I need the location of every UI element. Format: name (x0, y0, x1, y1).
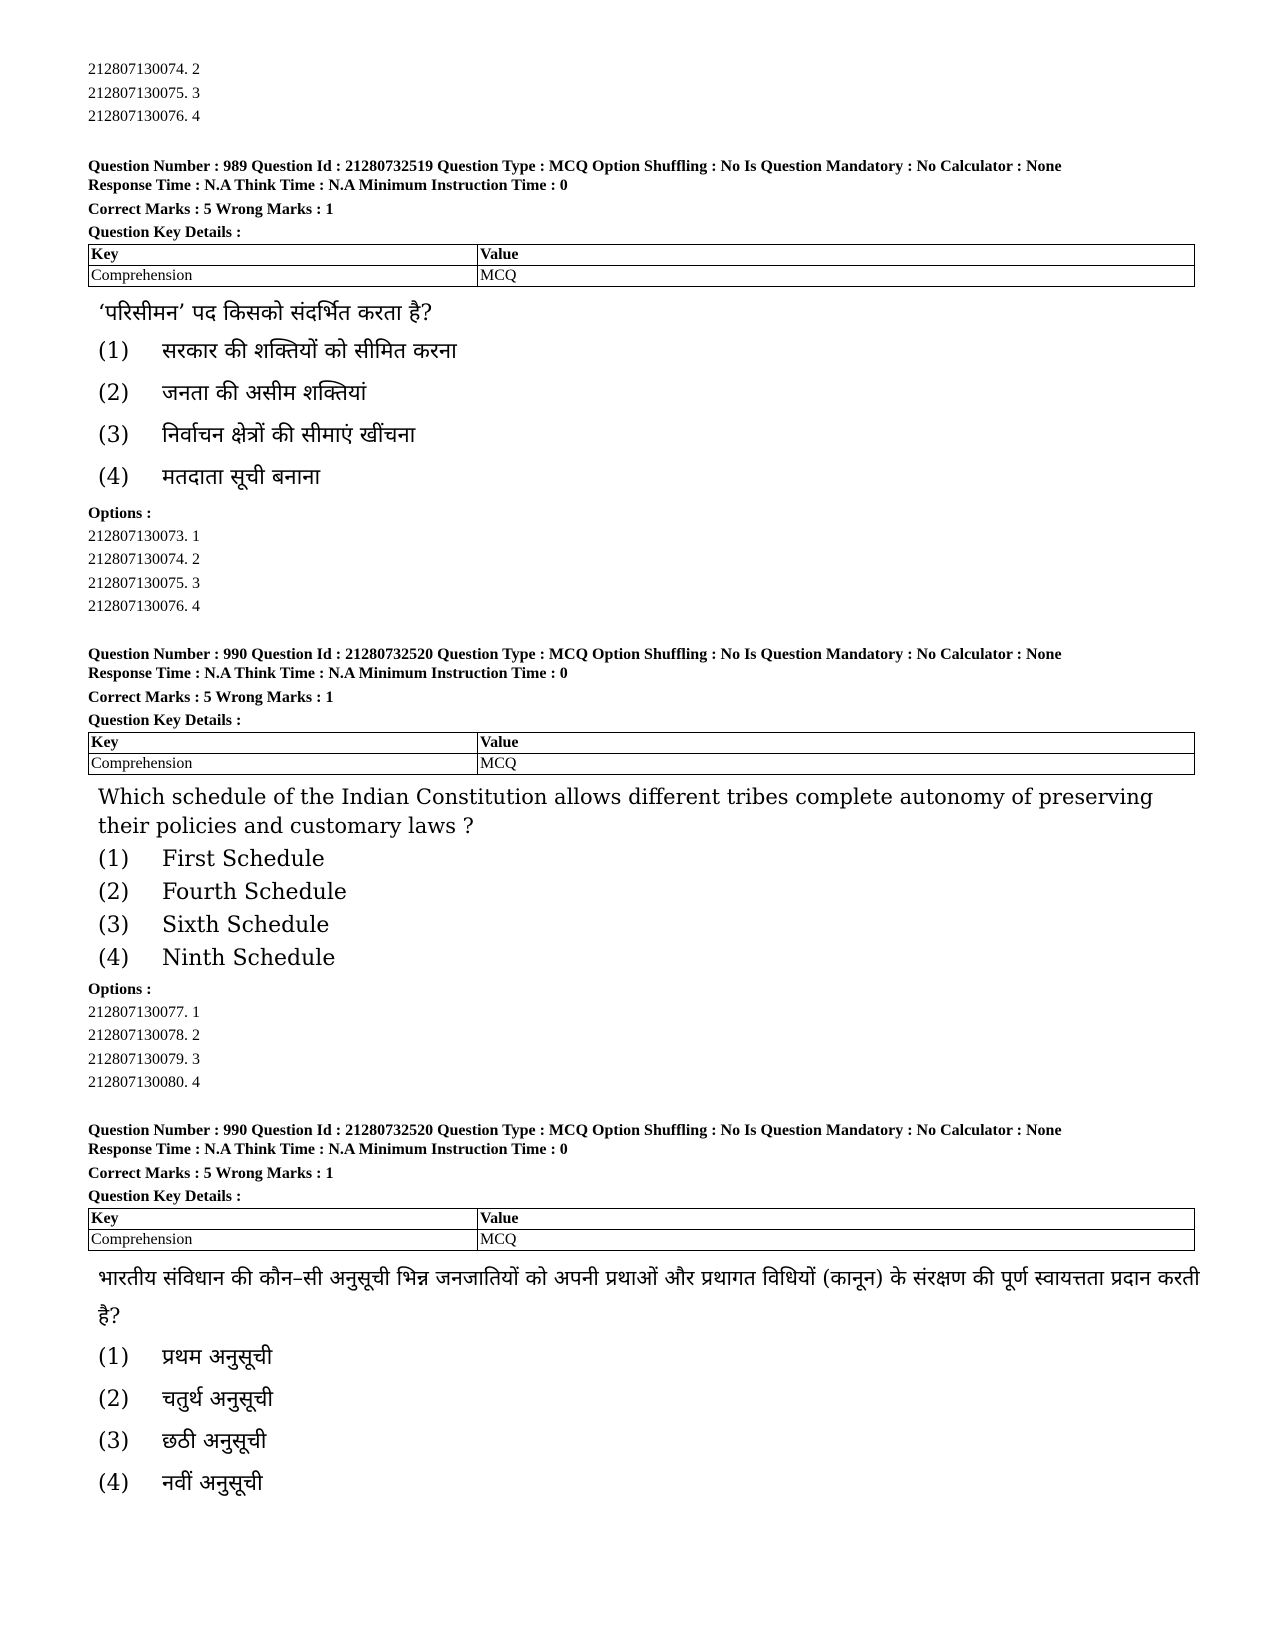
choice-number: (3) (98, 422, 130, 448)
key-header: Key (89, 1208, 478, 1229)
marks-line: Correct Marks : 5 Wrong Marks : 1 (88, 688, 334, 706)
choice-number: (3) (98, 1428, 130, 1454)
question-meta: Question Number : 990 Question Id : 21280732520 Question Type : MCQ Option Shuffling : No Is Question Mandatory : No Calculator : None (88, 1121, 1062, 1139)
choice-text: चतुर्थ अनुसूची (162, 1386, 274, 1412)
question-block-989 (88, 157, 1200, 619)
table-header-row (89, 244, 1195, 265)
choice-text: जनता की असीम शक्तियां (162, 380, 367, 406)
option-line: 212807130073. 1 (88, 527, 200, 545)
choice-number: (2) (98, 380, 130, 406)
value-header: Value (478, 732, 1195, 753)
option-line: 212807130076. 4 (88, 108, 200, 125)
answer-choice (98, 1421, 1200, 1463)
key-details-table (88, 1208, 1195, 1251)
table-row (89, 265, 1195, 286)
option-line: 212807130075. 3 (88, 574, 200, 592)
key-details-heading: Question Key Details : (88, 711, 242, 729)
value-cell: MCQ (478, 265, 1195, 286)
choice-number: (1) (98, 1344, 130, 1370)
choice-text: Ninth Schedule (162, 945, 336, 971)
question-timing: Response Time : N.A Think Time : N.A Minimum Instruction Time : 0 (88, 1140, 568, 1158)
answer-choice (98, 942, 1200, 975)
key-cell: Comprehension (89, 1229, 478, 1250)
table-header-row (89, 1208, 1195, 1229)
answer-choice (98, 457, 1200, 499)
choice-text: नवीं अनुसूची (162, 1470, 263, 1496)
key-cell: Comprehension (89, 753, 478, 774)
answer-choice (98, 1337, 1200, 1379)
question-text: भारतीय संविधान की कौन–सी अनुसूची भिन्न जनजातियों को अपनी प्रथाओं और प्रथागत विधियों (कानून) के संरक्षण की पूर्ण स्वायत्तता प्रदान करती है? (98, 1265, 1200, 1328)
choice-number: (2) (98, 1386, 130, 1412)
key-details-table (88, 732, 1195, 775)
choice-text: छठी अनुसूची (162, 1428, 267, 1454)
choice-number: (4) (98, 945, 130, 971)
carryover-options (88, 58, 1200, 129)
key-details-table (88, 244, 1195, 287)
value-cell: MCQ (478, 753, 1195, 774)
option-line: 212807130078. 2 (88, 1027, 200, 1044)
answer-choice (98, 331, 1200, 373)
choice-number: (3) (98, 912, 130, 938)
choice-number: (1) (98, 846, 130, 872)
option-line: 212807130075. 3 (88, 84, 200, 102)
option-line: 212807130074. 2 (88, 551, 200, 568)
answer-choice (98, 1463, 1200, 1505)
answer-choice (98, 876, 1200, 909)
option-line: 212807130076. 4 (88, 598, 200, 615)
answer-choice (98, 1379, 1200, 1421)
question-meta: Question Number : 989 Question Id : 21280732519 Question Type : MCQ Option Shuffling : No Is Question Mandatory : No Calculator : None (88, 157, 1062, 175)
key-cell: Comprehension (89, 265, 478, 286)
answer-choice (98, 909, 1200, 942)
choice-number: (4) (98, 1470, 130, 1496)
choice-text: First Schedule (162, 846, 325, 872)
choice-text: Fourth Schedule (162, 879, 347, 905)
answer-choice (98, 373, 1200, 415)
choice-number: (1) (98, 338, 130, 364)
key-header: Key (89, 732, 478, 753)
choice-text: प्रथम अनुसूची (162, 1344, 273, 1370)
marks-line: Correct Marks : 5 Wrong Marks : 1 (88, 200, 334, 218)
option-line: 212807130079. 3 (88, 1050, 200, 1068)
choice-text: मतदाता सूची बनाना (162, 464, 321, 490)
choice-number: (4) (98, 464, 130, 490)
value-header: Value (478, 244, 1195, 265)
question-timing: Response Time : N.A Think Time : N.A Minimum Instruction Time : 0 (88, 176, 568, 194)
question-meta: Question Number : 990 Question Id : 21280732520 Question Type : MCQ Option Shuffling : No Is Question Mandatory : No Calculator : None (88, 645, 1062, 663)
choice-number: (2) (98, 879, 130, 905)
question-block-990-hi (88, 1121, 1200, 1505)
option-line: 212807130080. 4 (88, 1074, 200, 1091)
key-header: Key (89, 244, 478, 265)
question-block-990-en (88, 645, 1200, 1095)
choice-text: सरकार की शक्तियों को सीमित करना (162, 338, 457, 364)
option-line: 212807130077. 1 (88, 1003, 200, 1021)
question-text: Which schedule of the Indian Constitution allows different tribes complete autonomy of preserving their policies and customary laws ? (98, 784, 1154, 838)
question-text: ‘परिसीमन’ पद किसको संदर्भित करता है? (98, 300, 433, 326)
question-timing: Response Time : N.A Think Time : N.A Minimum Instruction Time : 0 (88, 664, 568, 682)
table-row (89, 1229, 1195, 1250)
option-line: 212807130074. 2 (88, 61, 200, 78)
marks-line: Correct Marks : 5 Wrong Marks : 1 (88, 1164, 334, 1182)
table-header-row (89, 732, 1195, 753)
key-details-heading: Question Key Details : (88, 1187, 242, 1205)
answer-choice (98, 843, 1200, 876)
answer-choice (98, 415, 1200, 457)
key-details-heading: Question Key Details : (88, 223, 242, 241)
value-header: Value (478, 1208, 1195, 1229)
options-heading: Options : (88, 504, 152, 522)
choice-text: Sixth Schedule (162, 912, 330, 938)
document-page (88, 58, 1200, 1505)
options-heading: Options : (88, 980, 152, 998)
choice-text: निर्वाचन क्षेत्रों की सीमाएं खींचना (162, 422, 416, 448)
value-cell: MCQ (478, 1229, 1195, 1250)
table-row (89, 753, 1195, 774)
